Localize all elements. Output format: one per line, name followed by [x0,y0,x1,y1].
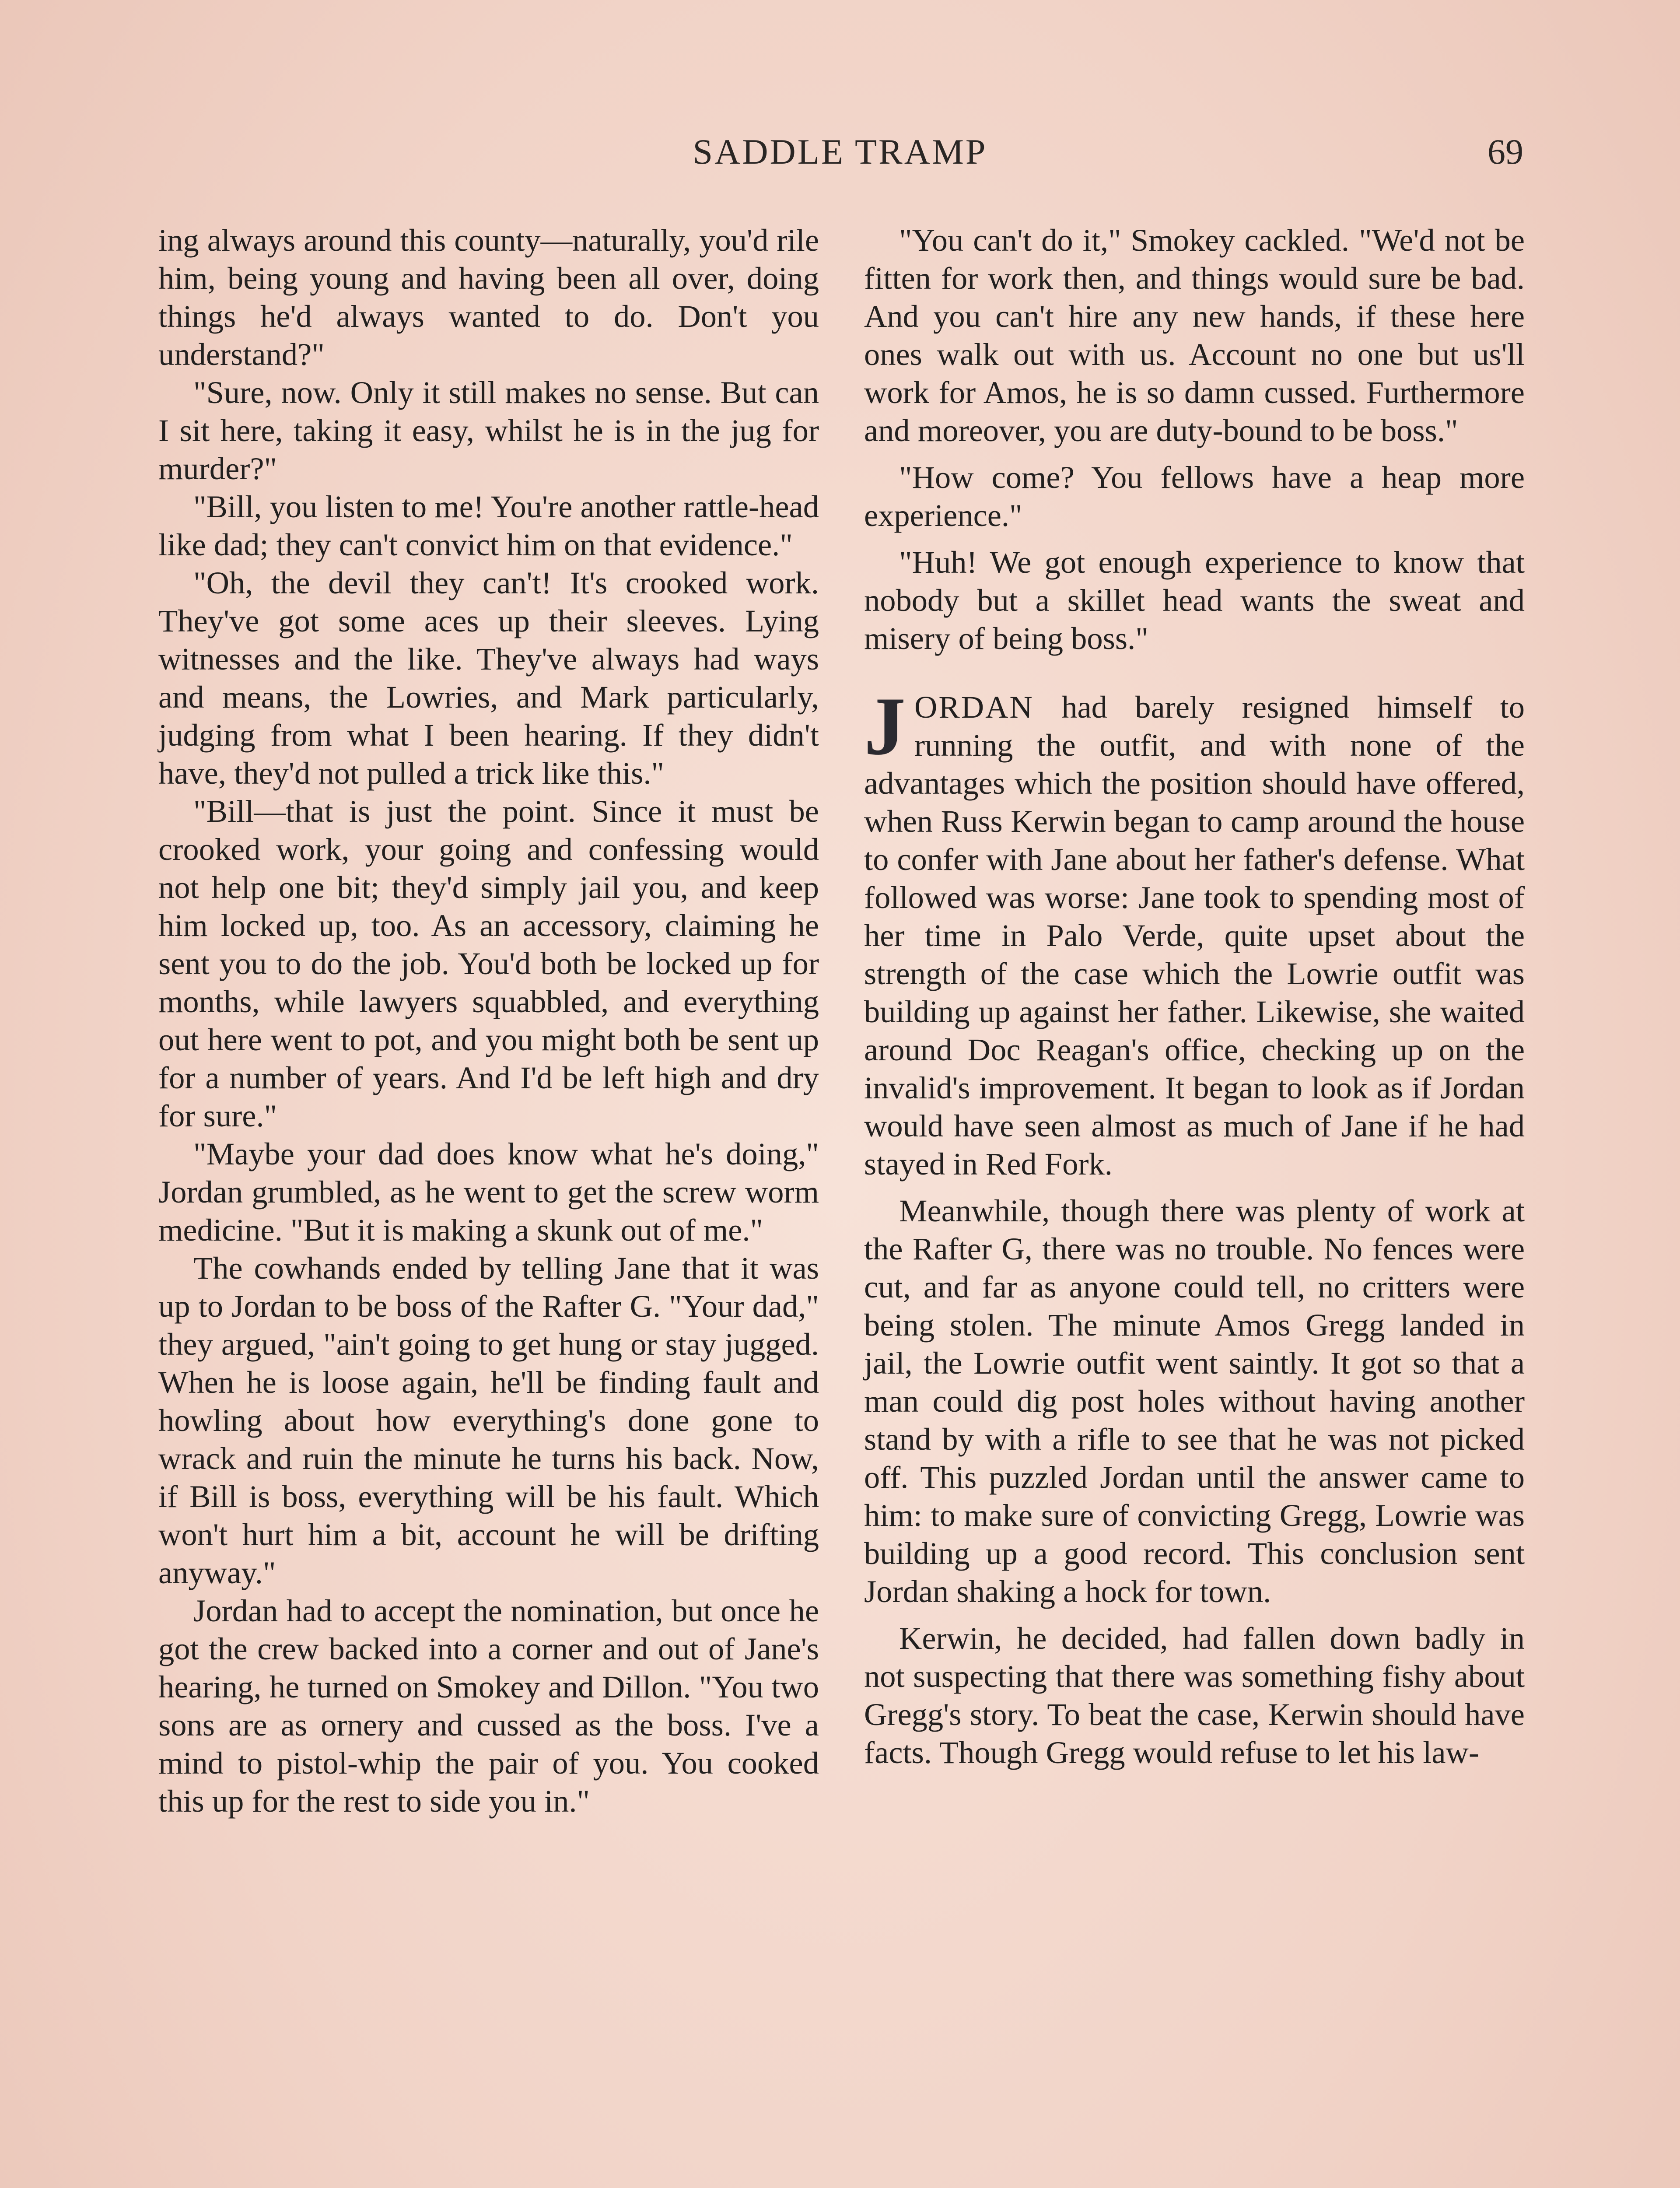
paragraph: ing always around this county—naturally, you'd rile him, being young and having been all over, doing things he'd always wanted to do. Don't you understand?" [158,222,819,372]
paragraph: "Maybe your dad does know what he's doing," Jordan grumbled, as he went to get the screw worm medicine. "But it is making a skunk out of me." [158,1136,819,1248]
left-column [158,221,819,1820]
section-lead-word: ORDAN [914,689,1034,725]
paragraph: The cowhands ended by telling Jane that it was up to Jordan to be boss of the Rafter G. "Your dad," they argued, "ain't going to get hung or stay jugged. When he is loose again, he'll be finding fault and howling about how everything's done gone to wrack and ruin the minute he turns his back. Now, if Bill is boss, everything will be his fault. Which won't hurt him a bit, account he will be drifting anyway." [158,1250,819,1590]
right-column [864,221,1525,1771]
paragraph: "Oh, the devil they can't! It's crooked work. They've got some aces up their sleeves. Lying witnesses and the like. They've always had ways and means, the Lowries, and Mark particularly, judging from what I been hearing. If they didn't have, they'd not pulled a trick like this." [158,565,819,791]
paragraph: "Bill, you listen to me! You're another rattle-head like dad; they can't convict him on that evidence." [158,489,819,562]
paragraph: "How come? You fellows have a heap more experience." [864,459,1525,533]
section-opening-paragraph [864,680,1525,1183]
paragraph: Meanwhile, though there was plenty of work at the Rafter G, there was no trouble. No fences were cut, and far as anyone could tell, no critters were being stolen. The minute Amos Gregg landed in jail, the Lowrie outfit went saintly. It got so that a man could dig post holes without having another stand by with a rifle to see that he was not picked off. This puzzled Jordan until the answer came to him: to make sure of convicting Gregg, Lowrie was building up a good record. This conclusion sent Jordan shaking a hock for town. [864,1193,1525,1609]
paragraph: "Huh! We got enough experience to know that nobody but a skillet head wants the sweat and misery of being boss." [864,544,1525,656]
page-number: 69 [1488,132,1523,172]
paragraph: Kerwin, he decided, had fallen down badly in not suspecting that there was something fishy about Gregg's story. To beat the case, Kerwin should have facts. Though Gregg would refuse to let his law- [864,1620,1525,1770]
paragraph: "You can't do it," Smokey cackled. "We'd not be fitten for work then, and things would sure be bad. And you can't hire any new hands, if these here ones walk out with us. Account no one but us'll work for Amos, he is so damn cussed. Furthermore and moreover, you are duty-bound to be boss." [864,222,1525,448]
drop-cap: J [864,680,906,772]
paragraph: "Sure, now. Only it still makes no sense. But can I sit here, taking it easy, whilst he is in the jug for murder?" [158,375,819,486]
paragraph: "Bill—that is just the point. Since it must be crooked work, your going and confessing would not help one bit; they'd simply jail you, and keep him locked up, too. As an accessory, claiming he sent you to do the job. You'd both be locked up for months, while lawyers squabbled, and everything out here went to pot, and you might both be sent up for a number of years. And I'd be left high and dry for sure." [158,793,819,1133]
section-text: had barely resigned himself to running the outfit, and with none of the advantages which the position should have offered, when Russ Kerwin began to camp around the house to confer with Jane about her father's defense. What followed was worse: Jane took to spending most of her time in Palo Verde, quite upset about the strength of the case which the Lowrie outfit was building up against her father. Likewise, she waited around Doc Reagan's office, checking up on the invalid's improvement. It began to look as if Jordan would have seen almost as much of Jane if he had stayed in Red Fork. [864,689,1525,1182]
paragraph: Jordan had to accept the nomination, but once he got the crew backed into a corner and out of Jane's hearing, he turned on Smokey and Dillon. "You two sons are as ornery and cussed as the boss. I've a mind to pistol-whip the pair of you. You cooked this up for the rest to side you in." [158,1593,819,1819]
running-head: SADDLE TRAMP [693,132,987,172]
